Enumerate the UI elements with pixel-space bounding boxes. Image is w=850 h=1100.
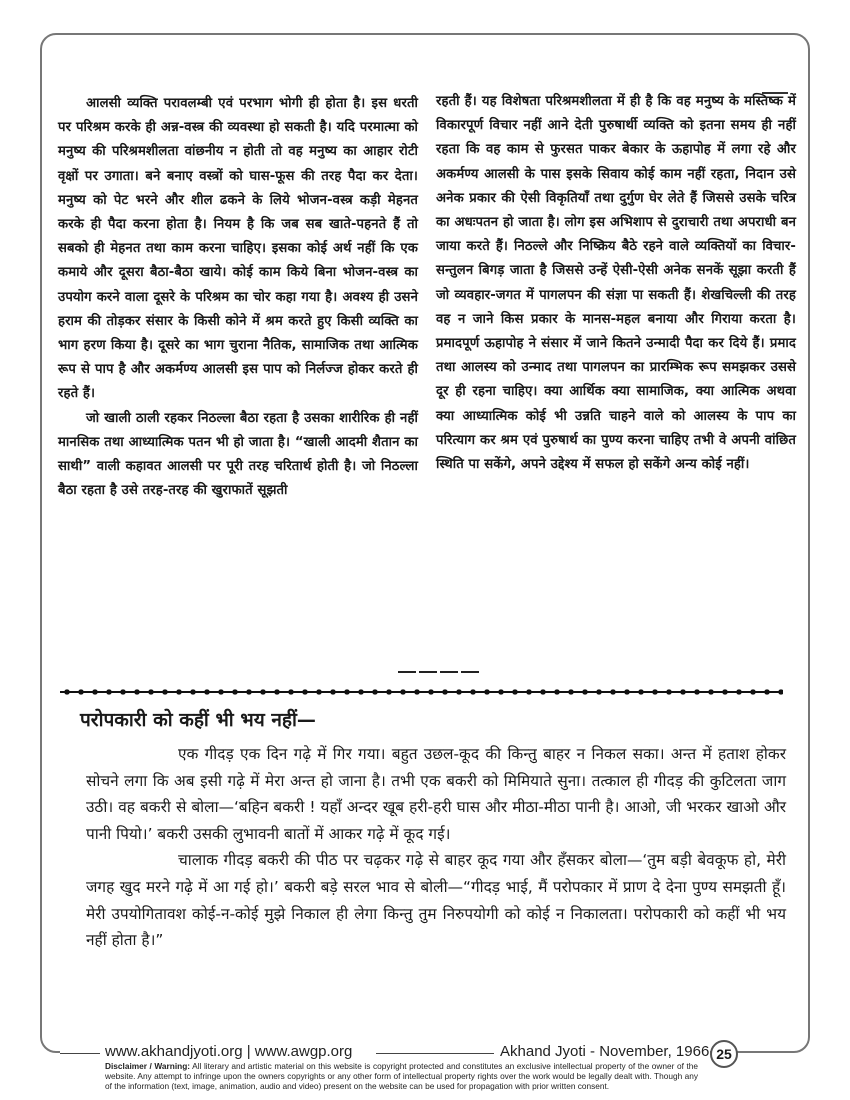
- page-number: 25: [710, 1040, 738, 1068]
- disclaimer: [105, 1061, 698, 1091]
- article-end-rule: [398, 671, 482, 673]
- footer-websites[interactable]: www.akhandjyoti.org | www.awgp.org: [105, 1043, 353, 1060]
- disclaimer-text: All literary and artistic material on this website is copyright protected and constitutes an exclusive intellectual property of the owner of the website. Any attempt to infringe upon the owners copyrights or any other form of intellectual property rights over the work would be legally dealt with. Though any of the information (text, image, animation, audio and video) present on the website can be used for propagation with prior written consent.: [105, 1061, 698, 1091]
- paragraph: रहती हैं। यह विशेषता परिश्रमशीलता में ही है कि वह मनुष्य के मस्तिष्क में विकारपूर्ण विचार नहीं आने देती पुरुषार्थी व्यक्ति को इतना समय ही नहीं रहता कि वह काम से फुरसत पाकर बेकार के ऊहापोह में लगा रहे और अकर्मण्य आलसी के पास इसके सिवाय कोई काम नहीं रहता, निदान उसे अनेक प्रकार की ऐसी विकृतियाँ तथा दुर्गुण घेर लेते हैं जिससे उसके चरित्र का अधःपतन हो जाता है। लोग इस अभिशाप से दुराचारी तथा अपराधी बन जाया करते हैं। निठल्ले और निष्क्रिय बैठे रहने वाले व्यक्तियों का विचार-सन्तुलन बिगड़ जाता है जिससे उन्हें ऐसी-ऐसी अनेक सनकें सूझा करती हैं जो व्यवहार-जगत में पागलपन की संज्ञा पा सकती हैं। शेखचिल्ली की तरह वह न जाने किस प्रकार के मानस-महल बनाया और गिराया करता है। प्रमादपूर्ण ऊहापोह ने संसार में जाने कितने उन्मादी पैदा कर दिये हैं। प्रमाद तथा आलस्य को उन्माद तथा पागलपन का प्रारम्भिक रूप समझकर उससे दूर ही रहना चाहिए। क्या आर्थिक क्या सामाजिक, क्या आत्मिक अथवा क्या आध्यात्मिक कोई भी उन्नति चाहने वाले को आलस्य के पाप का परित्याग कर श्रम एवं पुरुषार्थ का पुण्य करना चाहिए तभी वे अपनी वांछित स्थिति पा सकेंगे, अपने उद्देश्य में सफल हो सकेंगे अन्य कोई नहीं।: [436, 94, 796, 473]
- story-paragraph: चालाक गीदड़ बकरी की पीठ पर चढ़कर गढ़े से बाहर कूद गया और हँसकर बोला—‘तुम बड़ी बेवकूफ हो, मेरी जगह खुद मरने गढ़े में आ गई हो।’ बकरी बड़े सरल भाव से बोली—“गीदड़ भाई, मैं परोपकार में प्राण दे देना पुण्य समझती हूँ। मेरी उपयोगितावश कोई-न-कोई मुझे निकाल ही लेगा किन्तु तुम निरुपयोगी को कोई न निकालता। परोपकारी को कहीं भी भय नहीं होता है।”: [86, 851, 786, 950]
- paragraph: जो खाली ठाली रहकर निठल्ला बैठा रहता है उसका शारीरिक ही नहीं मानसिक तथा आध्यात्मिक पतन भी हो जाता है। “खाली आदमी शैतान का साथी” वाली कहावत आलसी पर पूरी तरह चरितार्थ होती है। जो निठल्ला बैठा रहता है उसे तरह-तरह की खुराफातें सूझती: [58, 410, 418, 499]
- footer-rule: [376, 1053, 494, 1054]
- footer-publication: Akhand Jyoti - November, 1966: [500, 1043, 710, 1060]
- left-column: [58, 92, 418, 503]
- right-column: [436, 90, 796, 477]
- decorative-divider: [60, 689, 783, 695]
- story-body: [86, 741, 786, 954]
- disclaimer-label: Disclaimer / Warning:: [105, 1061, 191, 1071]
- story-paragraph: एक गीदड़ एक दिन गढ़े में गिर गया। बहुत उछल-कूद की किन्तु बाहर न निकल सका। अन्त में हताश होकर सोचने लगा कि अब इसी गढ़े में मेरा अन्त हो जाना है। तभी एक बकरी को मिमियाते सुना। तत्काल ही गीदड़ की कुटिलता जाग उठी। वह बकरी से बोला—‘बहिन बकरी ! यहाँ अन्दर खूब हरी-हरी घास और मीठा-मीठा पानी है। आओ, जी भरकर खाओ और पानी पियो।’ बकरी उसकी लुभावनी बातों में आकर गढ़े में कूद गई।: [86, 745, 786, 843]
- story-title: परोपकारी को कहीं भी भय नहीं—: [80, 709, 316, 731]
- footer-rule: [60, 1053, 100, 1054]
- paragraph: आलसी व्यक्ति परावलम्बी एवं परभाग भोगी ही होता है। इस धरती पर परिश्रम करके ही अन्न-वस्त्र की व्यवस्था हो सकती है। यदि परमात्मा को मनुष्य की परिश्रमशीलता वांछनीय न होती तो वह मनुष्य का आहार रोटी वृक्षों पर उगाता। बने बनाए वस्त्रों को घास-फूस की तरह पैदा कर देता। मनुष्य को पेट भरने और शील ढकने के लिये भोजन-वस्त्र कड़ी मेहनत करके ही पैदा करना होता है। नियम है कि जब सब खाते-पहनते हैं तो सबको ही मेहनत तथा काम करना चाहिए। इसका कोई अर्थ नहीं कि एक कमाये और दूसरा बैठा-बैठा खाये। कोई काम किये बिना भोजन-वस्त्र का उपयोग करने वाला दूसरे के परिश्रम का चोर कहा गया है। अवश्य ही उसने हराम की तोड़कर संसार के किसी कोने में श्रम करते हुए किसी व्यक्ति का भाग हरण किया है। दूसरे का भाग चुराना नैतिक, सामाजिक तथा आत्मिक रूप से पाप है और अकर्मण्य आलसी इस पाप को निर्लज्ज होकर करते ही रहते हैं।: [58, 96, 418, 402]
